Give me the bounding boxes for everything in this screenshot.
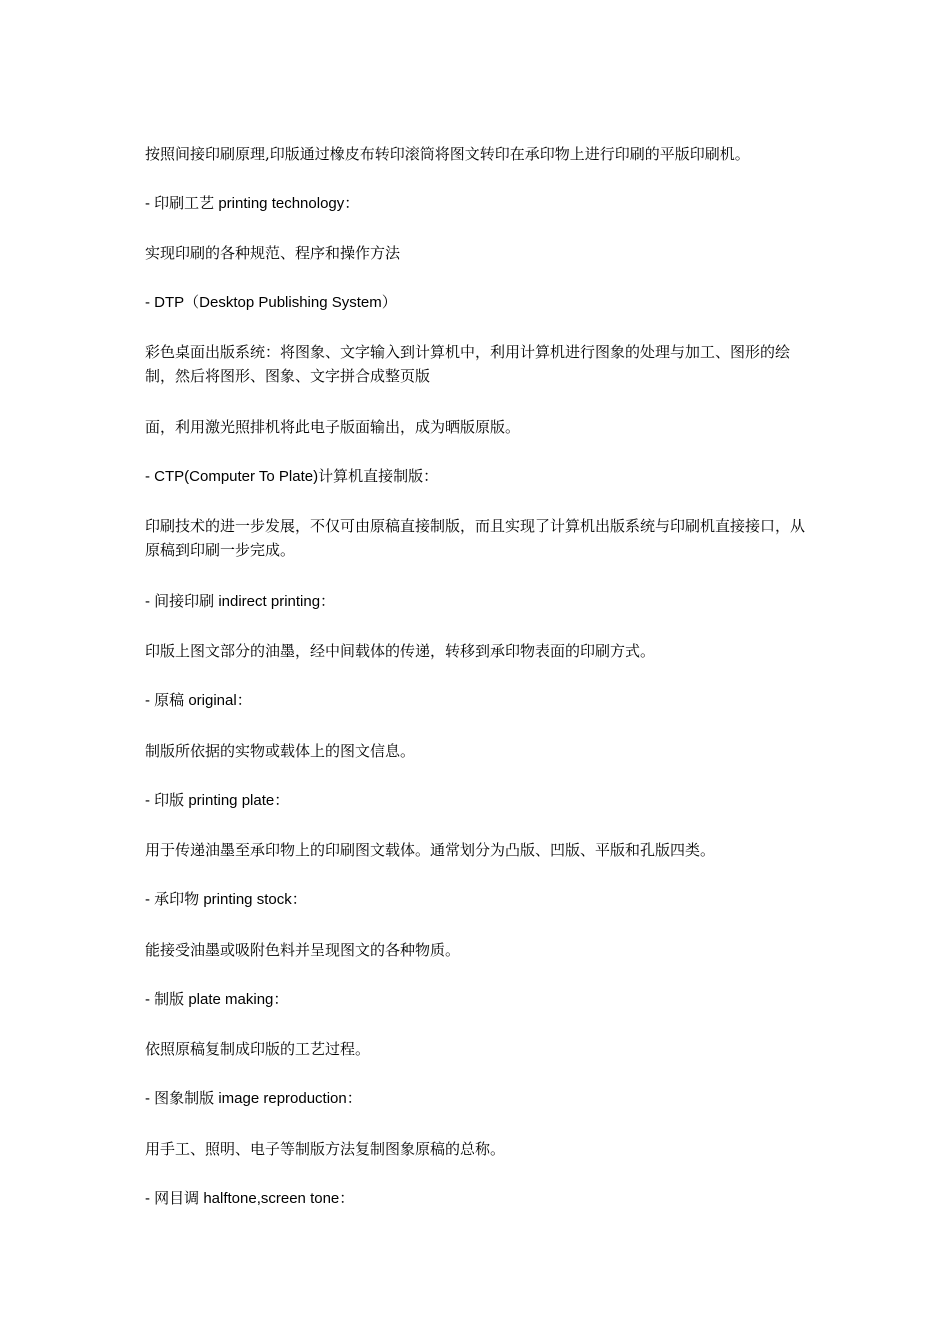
paragraph-original-definition: 制版所依据的实物或载体上的图文信息。 — [145, 742, 416, 760]
term-halftone: - 网目调 halftone,screen tone： — [145, 1190, 355, 1207]
term-original: - 原稿 original： — [145, 692, 252, 709]
paragraph-dtp-definition-continued: 面，利用激光照排机将此电子版面输出，成为晒版原版。 — [145, 418, 521, 436]
paragraph-ctp-definition: 印刷技术的进一步发展，不仅可由原稿直接制版，而且实现了计算机出版系统与印刷机直接接口，从原稿到印刷一步完成。 — [145, 517, 806, 559]
paragraph-dtp-definition: 彩色桌面出版系统：将图象、文字输入到计算机中，利用计算机进行图象的处理与加工、图形的绘制，然后将图形、图象、文字拼合成整页版 — [145, 343, 791, 385]
paragraph-plate-making-definition: 依照原稿复制成印版的工艺过程。 — [145, 1040, 371, 1058]
paragraph-image-reproduction-definition: 用手工、照明、电子等制版方法复制图象原稿的总称。 — [145, 1140, 506, 1158]
term-ctp: - CTP(Computer To Plate)计算机直接制版： — [145, 468, 439, 485]
paragraph-printing-plate-definition: 用于传递油墨至承印物上的印刷图文载体。通常划分为凸版、凹版、平版和孔版四类。 — [145, 841, 716, 859]
term-printing-technology: - 印刷工艺 printing technology： — [145, 195, 360, 212]
term-plate-making: - 制版 plate making： — [145, 991, 289, 1008]
term-printing-plate: - 印版 printing plate： — [145, 792, 290, 809]
paragraph-printing-technology-definition: 实现印刷的各种规范、程序和操作方法 — [145, 244, 401, 262]
paragraph-indirect-printing-definition: 印版上图文部分的油墨，经中间载体的传递，转移到承印物表面的印刷方式。 — [145, 642, 656, 660]
paragraph-printing-stock-definition: 能接受油墨或吸附色料并呈现图文的各种物质。 — [145, 941, 461, 959]
term-indirect-printing: - 间接印刷 indirect printing： — [145, 593, 336, 610]
term-printing-stock: - 承印物 printing stock： — [145, 891, 307, 908]
paragraph-offset-press-definition: 按照间接印刷原理,印版通过橡皮布转印滚筒将图文转印在承印物上进行印刷的平版印刷机。 — [145, 145, 750, 163]
term-image-reproduction: - 图象制版 image reproduction： — [145, 1090, 362, 1107]
term-dtp: - DTP（Desktop Publishing System） — [145, 294, 397, 311]
